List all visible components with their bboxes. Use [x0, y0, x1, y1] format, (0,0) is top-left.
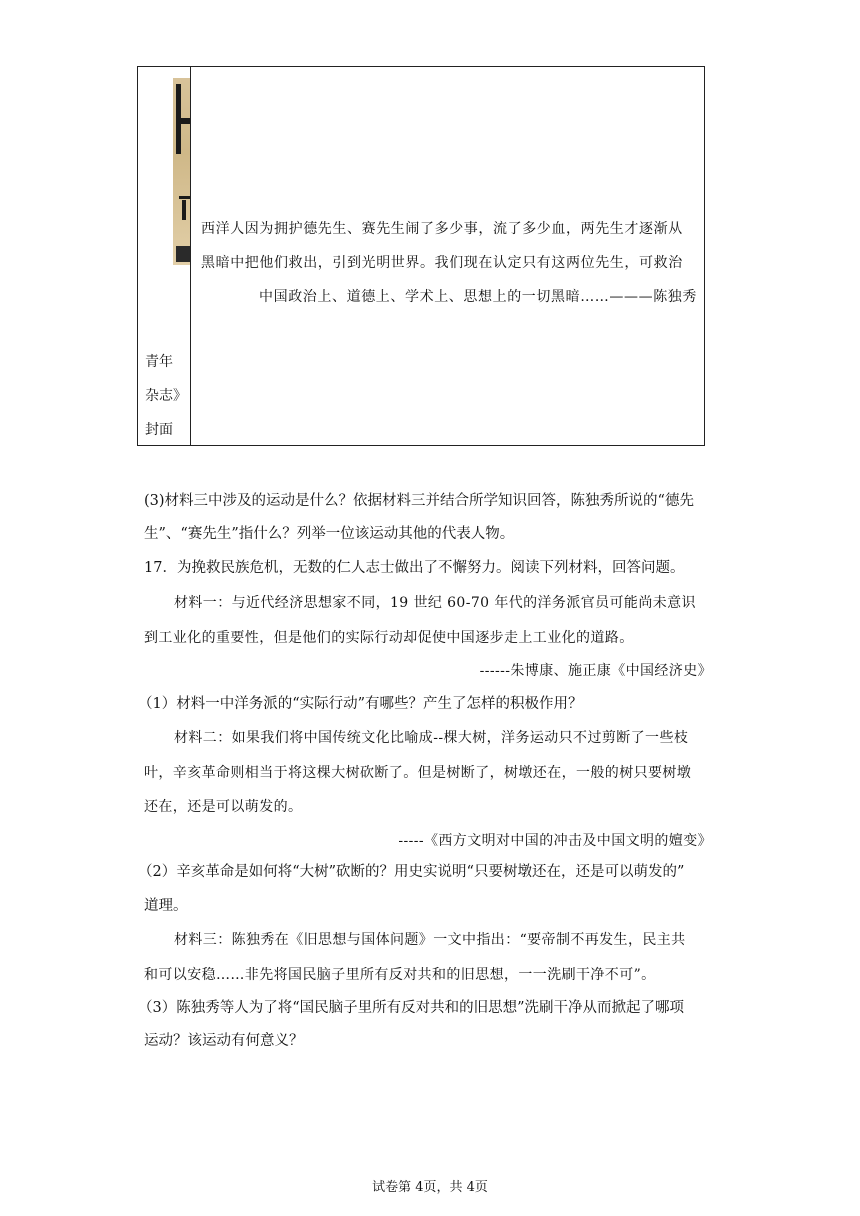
material-1-text: 材料一：与近代经济思想家不同，19 世纪 60-70 年代的洋务派官员可能尚未意识 — [174, 595, 696, 611]
material-1-text: 到工业化的重要性，但是他们的实际行动却促使中国逐步走上工业化的道路。 — [144, 630, 634, 646]
caption-line: 青年 — [145, 354, 173, 370]
chen-duxiu-quote — [201, 212, 697, 314]
question-17-2: 道理。 — [144, 898, 188, 914]
page-footer: 试卷第 4页，共 4页 — [372, 1180, 488, 1195]
material-2-text: 还在，还是可以萌发的。 — [144, 799, 303, 815]
caption-line: 封面 — [145, 422, 173, 438]
material-1-source: ------朱博康、施正康《中国经济史》 — [479, 663, 712, 679]
material-3-text: 材料三：陈独秀在《旧思想与国体问题》一文中指出：“要帝制不再发生，民主共 — [174, 932, 686, 948]
quote-line: 黑暗中把他们救出，引到光明世界。我们现在认定只有这两位先生，可救治 — [201, 255, 683, 271]
question-17-2: （2）辛亥革命是如何将“大树”砍断的？用史实说明“只要树墩还在，还是可以萌发的” — [138, 864, 685, 880]
question-3-text: 生”、“赛先生”指什么？列举一位该运动其他的代表人物。 — [144, 526, 515, 542]
magazine-cover-image — [173, 78, 190, 265]
cover-caption — [145, 345, 189, 447]
material-2-source: -----《西方文明对中国的冲击及中国文明的嬗变》 — [398, 833, 712, 849]
material-2-text: 材料二：如果我们将中国传统文化比喻成--棵大树，洋务运动只不过剪断了一些枝 — [174, 730, 689, 746]
question-3-text: (3)材料三中涉及的运动是什么？依据材料三并结合所学知识回答，陈独秀所说的“德先 — [144, 493, 694, 509]
material-3-text: 和可以安稳……非先将国民脑子里所有反对共和的旧思想，一一洗刷干净不可”。 — [144, 967, 656, 983]
quote-line: 中国政治上、道德上、学术上、思想上的一切黑暗……———陈独秀 — [259, 289, 697, 305]
quote-line: 西洋人因为拥护德先生、赛先生闹了多少事，流了多少血，两先生才逐渐从 — [201, 221, 683, 237]
material-2-text: 叶，辛亥革命则相当于将这棵大树砍断了。但是树断了，树墩还在，一般的树只要树墩 — [144, 765, 692, 781]
question-17-title: 17．为挽救民族危机，无数的仁人志士做出了不懈努力。阅读下列材料，回答问题。 — [144, 560, 685, 576]
question-17-3: （3）陈独秀等人为了将“国民脑子里所有反对共和的旧思想”洗刷干净从而掀起了哪项 — [138, 1000, 685, 1016]
question-17-1: （1）材料一中洋务派的“实际行动”有哪些？产生了怎样的积极作用？ — [138, 696, 583, 712]
question-17-3: 运动？该运动有何意义？ — [144, 1033, 304, 1049]
table-divider — [190, 66, 191, 446]
caption-line: 杂志》 — [145, 388, 187, 404]
